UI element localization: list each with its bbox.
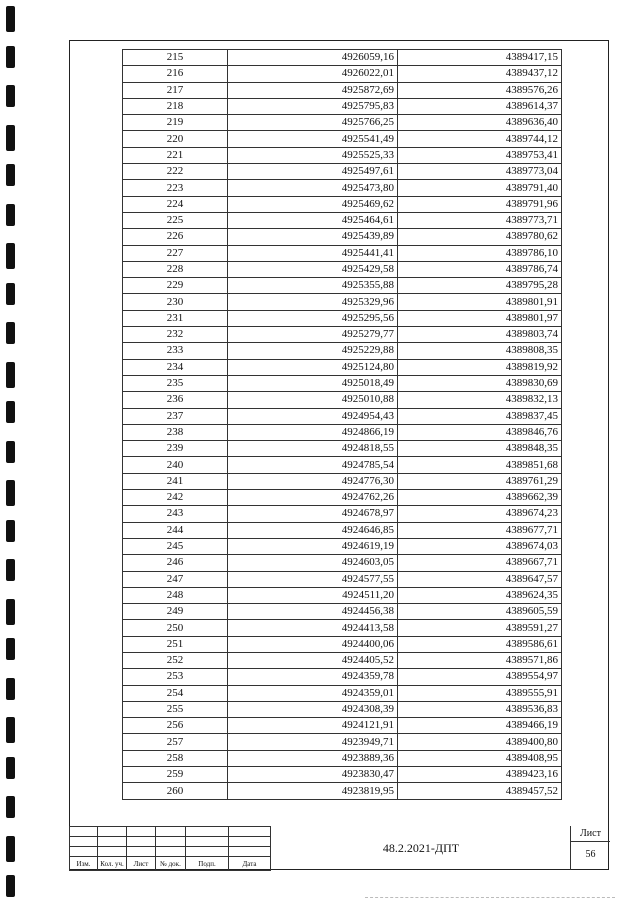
coordinate-x: 4924619,19 [228,538,398,554]
point-number: 243 [123,506,228,522]
point-number: 257 [123,734,228,750]
coordinate-y: 4389786,74 [398,261,562,277]
coordinate-y: 4389773,71 [398,212,562,228]
coordinate-y: 4389437,12 [398,66,562,82]
point-number: 221 [123,147,228,163]
table-row [123,310,562,326]
point-number: 239 [123,441,228,457]
table-row [123,620,562,636]
binder-hole-icon [6,757,15,779]
point-number: 220 [123,131,228,147]
table-row [123,701,562,717]
coordinate-y: 4389848,35 [398,441,562,457]
table-row [123,98,562,114]
table-row [123,278,562,294]
coordinate-y: 4389667,71 [398,555,562,571]
table-row [123,147,562,163]
table-row [123,604,562,620]
table-row [123,408,562,424]
point-number: 244 [123,522,228,538]
binder-hole-icon [6,875,15,897]
point-number: 218 [123,98,228,114]
coordinate-y: 4389744,12 [398,131,562,147]
coordinate-y: 4389791,96 [398,196,562,212]
point-number: 258 [123,750,228,766]
table-row [123,522,562,538]
point-number: 227 [123,245,228,261]
table-row [123,424,562,440]
table-row [123,392,562,408]
coordinate-x: 4925441,41 [228,245,398,261]
coordinate-x: 4923819,95 [228,783,398,799]
coordinate-y: 4389662,39 [398,490,562,506]
coordinate-y: 4389417,15 [398,50,562,66]
point-number: 238 [123,424,228,440]
document-code: 48.2.2021-ДПТ [270,826,571,870]
binder-hole-icon [6,441,15,463]
coordinate-y: 4389837,45 [398,408,562,424]
table-row [123,636,562,652]
coordinate-y: 4389466,19 [398,718,562,734]
coordinate-x: 4924359,78 [228,669,398,685]
point-number: 236 [123,392,228,408]
table-row [123,245,562,261]
binder-holes [6,0,18,905]
coordinate-y: 4389614,37 [398,98,562,114]
point-number: 253 [123,669,228,685]
point-number: 245 [123,538,228,554]
coordinate-x: 4924818,55 [228,441,398,457]
coordinate-x: 4925469,62 [228,196,398,212]
point-number: 234 [123,359,228,375]
stamp-label-izm: Изм. [70,857,98,871]
table-row [123,490,562,506]
coordinate-x: 4924511,20 [228,587,398,603]
coordinate-y: 4389846,76 [398,424,562,440]
point-number: 260 [123,783,228,799]
table-row [123,115,562,131]
point-number: 219 [123,115,228,131]
table-row [123,555,562,571]
coordinate-x: 4924577,55 [228,571,398,587]
table-row [123,261,562,277]
binder-hole-icon [6,480,15,506]
coordinate-y: 4389761,29 [398,473,562,489]
table-row [123,571,562,587]
table-row [123,506,562,522]
binder-hole-icon [6,638,15,660]
coordinate-x: 4925464,61 [228,212,398,228]
coordinate-y: 4389423,16 [398,767,562,783]
coordinate-y: 4389786,10 [398,245,562,261]
coordinate-y: 4389801,91 [398,294,562,310]
table-row [123,750,562,766]
coordinate-y: 4389753,41 [398,147,562,163]
sheet-number: 56 [585,849,596,860]
coordinate-x: 4924359,01 [228,685,398,701]
binder-hole-icon [6,717,15,743]
binder-hole-icon [6,322,15,344]
point-number: 230 [123,294,228,310]
point-number: 251 [123,636,228,652]
table-row [123,375,562,391]
table-row [123,441,562,457]
coordinate-y: 4389624,35 [398,587,562,603]
binder-hole-icon [6,243,15,269]
faint-footer-line [365,897,615,901]
coordinate-x: 4924646,85 [228,522,398,538]
coordinate-y: 4389400,80 [398,734,562,750]
point-number: 217 [123,82,228,98]
table-row [123,164,562,180]
coordinate-x: 4925541,49 [228,131,398,147]
coordinate-x: 4925329,96 [228,294,398,310]
binder-hole-icon [6,362,15,388]
coordinate-y: 4389571,86 [398,652,562,668]
table-row [123,50,562,66]
point-number: 246 [123,555,228,571]
coordinate-x: 4924603,05 [228,555,398,571]
coordinate-y: 4389830,69 [398,375,562,391]
title-block [69,826,609,870]
table-row [123,718,562,734]
point-number: 224 [123,196,228,212]
coordinate-x: 4924954,43 [228,408,398,424]
table-row [123,767,562,783]
coordinate-y: 4389586,61 [398,636,562,652]
coordinate-x: 4924413,58 [228,620,398,636]
coordinate-x: 4925355,88 [228,278,398,294]
point-number: 241 [123,473,228,489]
coordinate-y: 4389457,52 [398,783,562,799]
coordinate-y: 4389851,68 [398,457,562,473]
point-number: 237 [123,408,228,424]
table-row [123,229,562,245]
coordinate-x: 4925872,69 [228,82,398,98]
coordinate-x: 4924678,97 [228,506,398,522]
point-number: 252 [123,652,228,668]
binder-hole-icon [6,85,15,107]
point-number: 235 [123,375,228,391]
table-row [123,587,562,603]
table-row [123,196,562,212]
coordinate-x: 4925795,83 [228,98,398,114]
coordinate-y: 4389674,03 [398,538,562,554]
coordinate-y: 4389819,92 [398,359,562,375]
sheet-label: Лист [571,826,610,842]
coordinate-y: 4389647,57 [398,571,562,587]
coordinate-x: 4925124,80 [228,359,398,375]
binder-hole-icon [6,559,15,581]
coordinate-x: 4924400,06 [228,636,398,652]
point-number: 249 [123,604,228,620]
coordinate-y: 4389555,91 [398,685,562,701]
coordinate-x: 4925525,33 [228,147,398,163]
binder-hole-icon [6,678,15,700]
coordinate-x: 4926059,16 [228,50,398,66]
table-row [123,457,562,473]
point-number: 255 [123,701,228,717]
table-row [123,82,562,98]
binder-hole-icon [6,836,15,862]
coordinate-x: 4924866,19 [228,424,398,440]
coordinate-y: 4389636,40 [398,115,562,131]
point-number: 233 [123,343,228,359]
coordinate-x: 4925766,25 [228,115,398,131]
coordinate-x: 4924762,26 [228,490,398,506]
point-number: 226 [123,229,228,245]
binder-hole-icon [6,401,15,423]
table-row [123,538,562,554]
table-row [123,212,562,228]
binder-hole-icon [6,125,15,151]
point-number: 215 [123,50,228,66]
coordinate-x: 4924776,30 [228,473,398,489]
coordinate-x: 4924308,39 [228,701,398,717]
coordinate-x: 4924785,54 [228,457,398,473]
table-row [123,669,562,685]
coordinate-x: 4925429,58 [228,261,398,277]
coordinate-y: 4389795,28 [398,278,562,294]
point-number: 250 [123,620,228,636]
coordinate-y: 4389677,71 [398,522,562,538]
coordinates-table [122,49,562,800]
coordinate-y: 4389773,04 [398,164,562,180]
table-row [123,685,562,701]
point-number: 216 [123,66,228,82]
coordinate-x: 4925473,80 [228,180,398,196]
coordinate-y: 4389791,40 [398,180,562,196]
point-number: 242 [123,490,228,506]
coordinate-x: 4925018,49 [228,375,398,391]
coordinate-x: 4924405,52 [228,652,398,668]
coordinate-y: 4389576,26 [398,82,562,98]
coordinate-y: 4389408,95 [398,750,562,766]
table-row [123,131,562,147]
coordinate-y: 4389803,74 [398,327,562,343]
point-number: 232 [123,327,228,343]
table-row [123,473,562,489]
stamp-label-list: Лист [127,857,156,871]
table-row [123,294,562,310]
revision-grid [69,826,271,871]
table-row [123,66,562,82]
stamp-label-doc: № док. [156,857,186,871]
binder-hole-icon [6,204,15,226]
coordinate-x: 4925010,88 [228,392,398,408]
table-row [123,359,562,375]
coordinate-y: 4389591,27 [398,620,562,636]
point-number: 225 [123,212,228,228]
coordinate-x: 4923830,47 [228,767,398,783]
coordinate-y: 4389832,13 [398,392,562,408]
binder-hole-icon [6,520,15,542]
coordinate-y: 4389801,97 [398,310,562,326]
point-number: 254 [123,685,228,701]
stamp-label-podp: Подп. [186,857,229,871]
point-number: 223 [123,180,228,196]
point-number: 229 [123,278,228,294]
coordinate-x: 4926022,01 [228,66,398,82]
point-number: 222 [123,164,228,180]
coordinate-y: 4389808,35 [398,343,562,359]
coordinate-x: 4925229,88 [228,343,398,359]
table-row [123,180,562,196]
binder-hole-icon [6,599,15,625]
binder-hole-icon [6,796,15,818]
sheet-box [570,826,610,870]
coordinate-x: 4925497,61 [228,164,398,180]
coordinate-y: 4389536,83 [398,701,562,717]
coordinate-y: 4389554,97 [398,669,562,685]
table-row [123,327,562,343]
stamp-label-kol: Кол. уч. [98,857,127,871]
table-row [123,734,562,750]
point-number: 259 [123,767,228,783]
point-number: 247 [123,571,228,587]
coordinate-y: 4389674,23 [398,506,562,522]
table-row [123,652,562,668]
point-number: 231 [123,310,228,326]
coordinate-x: 4925279,77 [228,327,398,343]
coordinate-x: 4924456,38 [228,604,398,620]
point-number: 228 [123,261,228,277]
point-number: 248 [123,587,228,603]
binder-hole-icon [6,46,15,68]
stamp-label-data: Дата [229,857,271,871]
binder-hole-icon [6,6,15,32]
binder-hole-icon [6,164,15,186]
table-row [123,343,562,359]
coordinate-x: 4924121,91 [228,718,398,734]
binder-hole-icon [6,283,15,305]
coordinate-x: 4925439,89 [228,229,398,245]
coordinate-y: 4389605,59 [398,604,562,620]
point-number: 256 [123,718,228,734]
coordinate-x: 4925295,56 [228,310,398,326]
table-row [123,783,562,799]
coordinate-x: 4923889,36 [228,750,398,766]
coordinate-x: 4923949,71 [228,734,398,750]
point-number: 240 [123,457,228,473]
coordinate-y: 4389780,62 [398,229,562,245]
